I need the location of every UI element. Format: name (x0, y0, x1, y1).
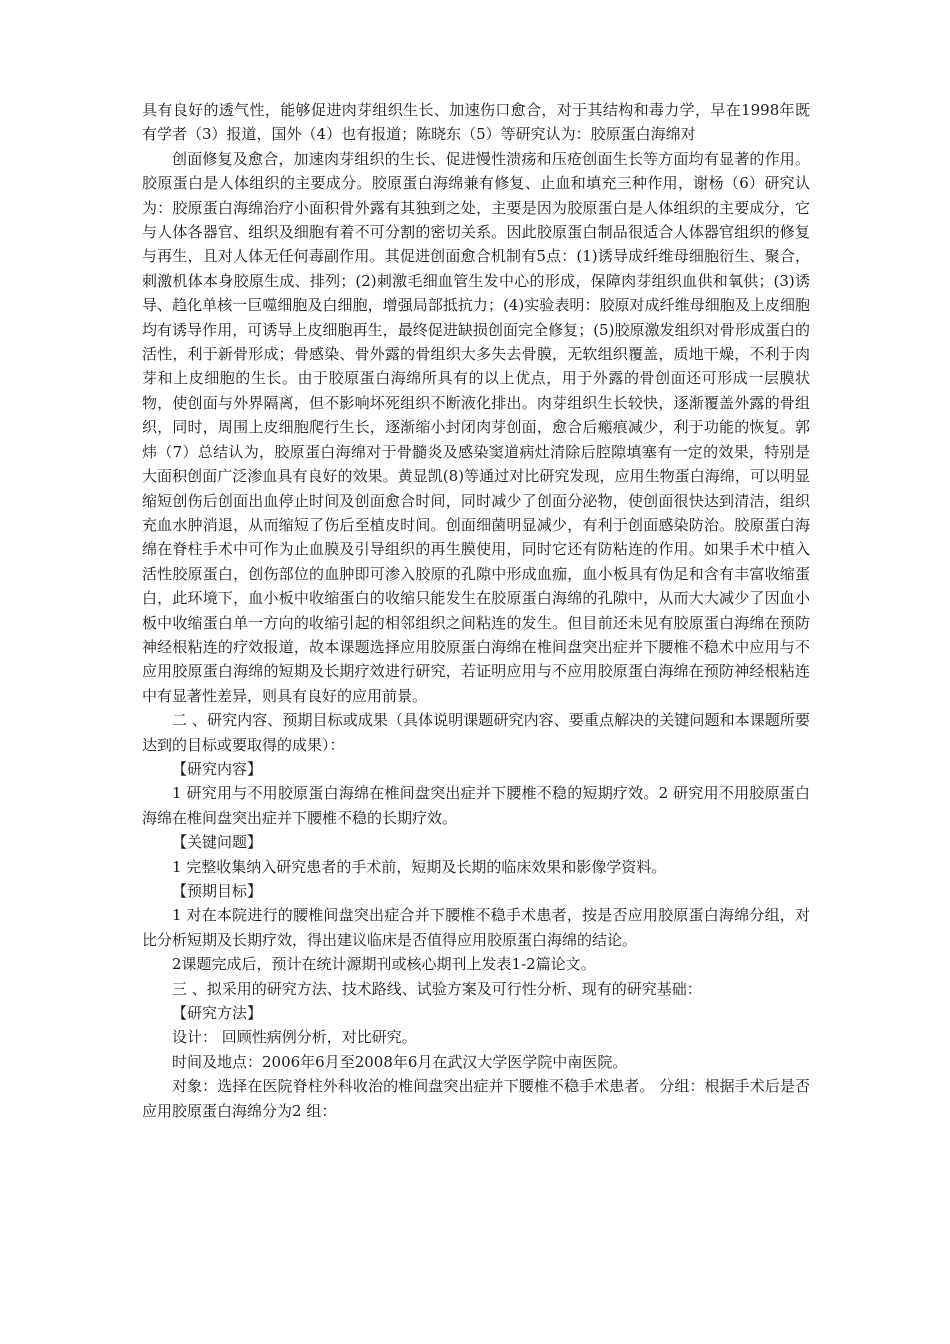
subheading-expected-goals: 【预期目标】 (172, 882, 263, 900)
paragraph-2: 创面修复及愈合，加速肉芽组织的生长、促进慢性溃疡和压疮创面生长等方面均有显著的作用。胶原蛋白是人体组织的主要成分。胶原蛋白海绵兼有修复、止血和填充三种作用，谢杨（6）研究认为：胶原蛋白海绵治疗小面积骨外露有其独到之处，主要是因为胶原蛋白是人体组织的主要成分，它与人体各器官、组织及细胞有着不可分割的密切关系。因此胶原蛋白制品很适合人体器官组织的修复与再生，且对人体无任何毒副作用。其促进创面愈合机制有5点：(1)诱导成纤维母细胞衍生、聚合，刺激机体本身胶原生成、排列；(2)刺激毛细血管生发中心的形成，保障肉芽组织血供和氧供；(3)诱导、趋化单核一巨噬细胞及白细胞，增强局部抵抗力；(4)实验表明：胶原对成纤维母细胞及上皮细胞均有诱导作用，可诱导上皮细胞再生，最终促进缺损创面完全修复；(5)胶原激发组织对骨形成蛋白的活性，利于新骨形成；骨感染、骨外露的骨组织大多失去骨膜，无软组织覆盖，质地干燥，不利于肉芽和上皮细胞的生长。由于胶原蛋白海绵所具有的以上优点，用于外露的骨创面还可形成一层膜状物，使创面与外界隔离，但不影响坏死组织不断液化排出。肉芽组织生长较快，逐渐覆盖外露的骨组织，同时，周围上皮细胞爬行生长，逐渐缩小封闭肉芽创面，愈合后瘢痕减少，利于功能的恢复。郭炜（7）总结认为，胶原蛋白海绵对于骨髓炎及感染窦道病灶清除后腔隙填塞有一定的效果，特别是大面积创面广泛渗血具有良好的效果。黄显凯(8)等通过对比研究发现，应用生物蛋白海绵，可以明显缩短创伤后创面出血停止时间及创面愈合时间，同时减少了创面分泌物，使创面很快达到清洁，组织充血水肿消退，从而缩短了伤后至植皮时间。创面细菌明显减少，有利于创面感染防治。胶原蛋白海绵在脊柱手术中可作为止血膜及引导组织的再生膜使用，同时它还有防粘连的作用。如果手术中植入活性胶原蛋白，创伤部位的血肿即可渗入胶原的孔隙中形成血痂，血小板具有伪足和含有丰富收缩蛋白，此环境下，血小板中收缩蛋白的收缩只能发生在胶原蛋白海绵的孔隙中，从而大大减少了因血小板中收缩蛋白单一方向的收缩引起的相邻组织之间粘连的发生。但目前还未见有胶原蛋白海绵在预防神经根粘连的疗效报道，故本课题选择应用胶原蛋白海绵在椎间盘突出症并下腰椎不稳术中应用与不应用胶原蛋白海绵的短期及长期疗效进行研究，若证明应用与不应用胶原蛋白海绵在预防神经根粘连中有显著性差异，则具有良好的应用前景。 (142, 149, 810, 705)
paragraph-design: 设计： 回顾性病例分析，对比研究。 (172, 1028, 417, 1047)
subheading-research-content: 【研究内容】 (172, 759, 263, 778)
paragraph-research-content: 1 研究用与不用胶原蛋白海绵在椎间盘突出症并下腰椎不稳的短期疗效。2 研究用不用胶原蛋白海绵在椎间盘突出症并下腰椎不稳的长期疗效。 (142, 784, 810, 827)
section-two-heading: 二 、研究内容、预期目标或成果（具体说明课题研究内容、要重点解决的关键问题和本课题所要达到的目标或要取得的成果）： (142, 711, 810, 754)
paragraph-expected-goals-2: 2课题完成后，预计在统计源期刊或核心期刊上发表1-2篇论文。 (172, 955, 596, 974)
paragraph-key-problems: 1 完整收集纳入研究患者的手术前，短期及长期的临床效果和影像学资料。 (172, 857, 667, 876)
section-three-heading: 三 、拟采用的研究方法、技术路线、试验方案及可行性分析、现有的研究基础： (172, 979, 702, 998)
paragraph-1: 具有良好的透气性，能够促进肉芽组织生长、加速伤口愈合，对于其结构和毒力学，早在1998年既有学者（3）报道，国外（4）也有报道；陈晓东（5）等研究认为：胶原蛋白海绵对 (142, 101, 810, 144)
subheading-key-problems: 【关键问题】 (172, 833, 263, 852)
paragraph-expected-goals-1: 1 对在本院进行的腰椎间盘突出症合并下腰椎不稳手术患者，按是否应用胶原蛋白海绵分组，对比分析短期及长期疗效，得出建议临床是否值得应用胶原蛋白海绵的结论。 (142, 906, 810, 949)
subheading-research-methods: 【研究方法】 (172, 1004, 263, 1023)
paragraph-subjects: 对象：选择在医院脊柱外科收治的椎间盘突出症并下腰椎不稳手术患者。 分组：根据手术后是否应用胶原蛋白海绵分为2 组： (142, 1077, 810, 1120)
document-page (142, 98, 810, 1123)
paragraph-time-location: 时间及地点：2006年6月至2008年6月在武汉大学医学院中南医院。 (172, 1052, 628, 1071)
